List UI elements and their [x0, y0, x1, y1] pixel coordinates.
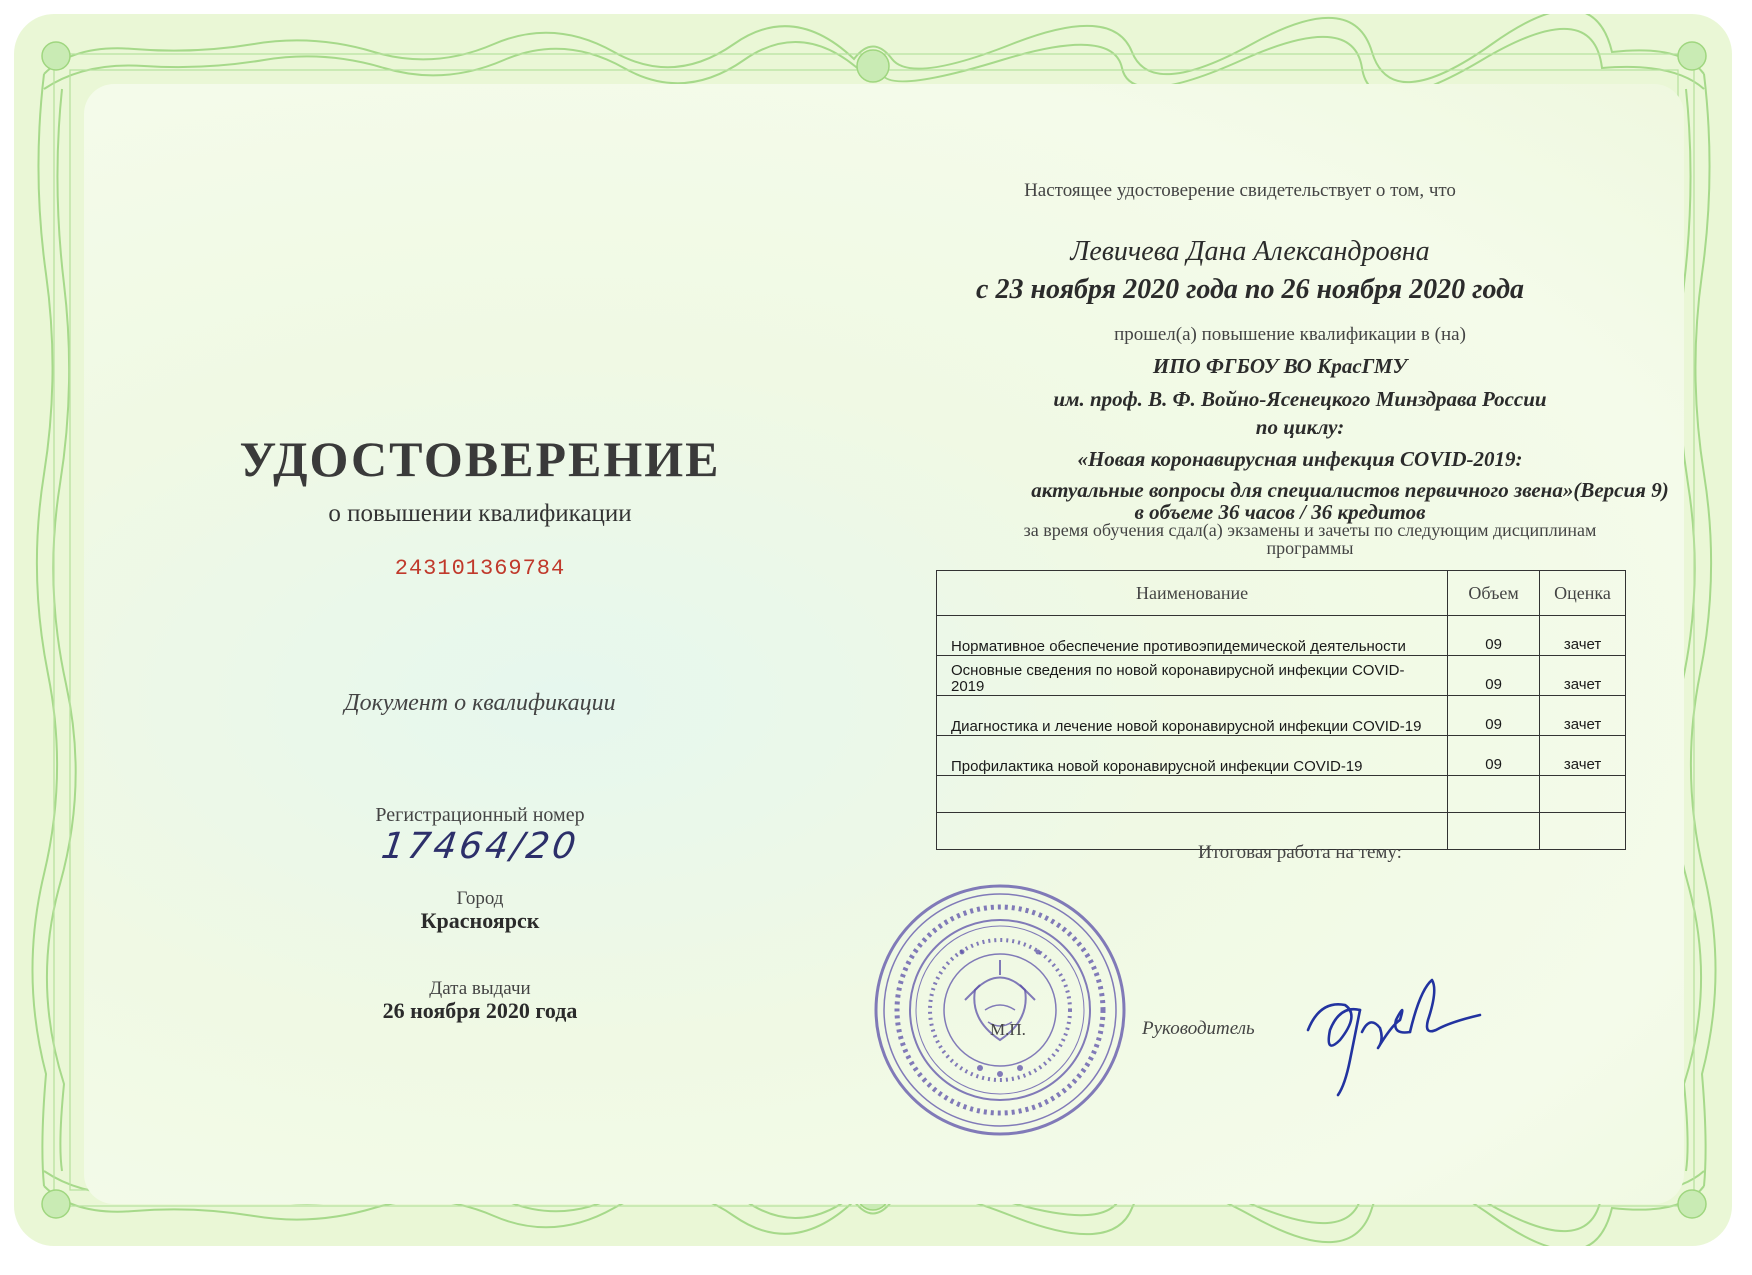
- table-header-row: [937, 571, 1626, 616]
- header-name: Наименование: [937, 571, 1448, 616]
- discipline-name: Основные сведения по новой коронавирусной инфекции COVID-2019: [937, 656, 1448, 696]
- serial-number: 243101369784: [394, 556, 566, 581]
- exams-text: за время обучения сдал(а) экзамены и зачеты по следующим дисциплинам: [1023, 520, 1597, 540]
- discipline-name: Диагностика и лечение новой коронавирусной инфекции COVID-19: [937, 696, 1448, 736]
- discipline-grade: зачет: [1540, 696, 1626, 736]
- table-row: [937, 736, 1626, 776]
- document-type: Документ о квалификации: [344, 690, 616, 716]
- discipline-grade: зачет: [1540, 616, 1626, 656]
- certificate-subtitle: о повышении квалификации: [328, 500, 632, 527]
- issue-date-label: Дата выдачи: [429, 978, 531, 999]
- cycle-label: по циклу:: [1255, 415, 1345, 439]
- institution-line2: им. проф. В. Ф. Войно-Ясенецкого Минздрава России: [1053, 387, 1547, 411]
- city: Красноярск: [420, 908, 540, 933]
- discipline-grade: зачет: [1540, 736, 1626, 776]
- final-work-label: Итоговая работа на тему:: [1198, 842, 1402, 863]
- registration-label: Регистрационный номер: [375, 804, 585, 826]
- registration-number: 17464/20: [378, 826, 582, 867]
- exams-text-cont: программы: [1266, 538, 1354, 558]
- table-row: [937, 616, 1626, 656]
- stamp-place-label: М.П.: [990, 1020, 1026, 1039]
- course-title-line1: «Новая коронавирусная инфекция COVID-2019:: [1077, 447, 1523, 471]
- header-grade: Оценка: [1540, 571, 1626, 616]
- discipline-name: Нормативное обеспечение противоэпидемической деятельности: [937, 616, 1448, 656]
- head-label: Руководитель: [1142, 1018, 1255, 1039]
- header-volume: Объем: [1448, 571, 1540, 616]
- official-stamp: [870, 880, 1130, 1140]
- table-row-empty: [937, 776, 1626, 813]
- discipline-name: Профилактика новой коронавирусной инфекции COVID-19: [937, 736, 1448, 776]
- discipline-volume: 09: [1448, 696, 1540, 736]
- disciplines-table: [936, 570, 1626, 850]
- discipline-volume: 09: [1448, 616, 1540, 656]
- certificate-title: УДОСТОВЕРЕНИЕ: [239, 431, 721, 487]
- course-volume: в объеме 36 часов / 36 кредитов: [1134, 500, 1426, 524]
- discipline-volume: 09: [1448, 656, 1540, 696]
- table-row: [937, 656, 1626, 696]
- institution-line1: ИПО ФГБОУ ВО КрасГМУ: [1152, 354, 1408, 378]
- issue-date: 26 ноября 2020 года: [382, 998, 578, 1023]
- table-row: [937, 696, 1626, 736]
- training-dates: с 23 ноября 2020 года по 26 ноября 2020 года: [976, 274, 1524, 305]
- city-label: Город: [456, 888, 504, 909]
- discipline-volume: 09: [1448, 736, 1540, 776]
- handwritten-signature: [1300, 960, 1490, 1100]
- discipline-grade: зачет: [1540, 656, 1626, 696]
- holder-name: Левичева Дана Александровна: [1070, 236, 1430, 267]
- course-title-line2: актуальные вопросы для специалистов первичного звена»(Версия 9): [1031, 478, 1669, 502]
- passed-text: прошел(а) повышение квалификации в (на): [1114, 324, 1466, 345]
- intro-text: Настоящее удостоверение свидетельствует о том, что: [1024, 180, 1456, 201]
